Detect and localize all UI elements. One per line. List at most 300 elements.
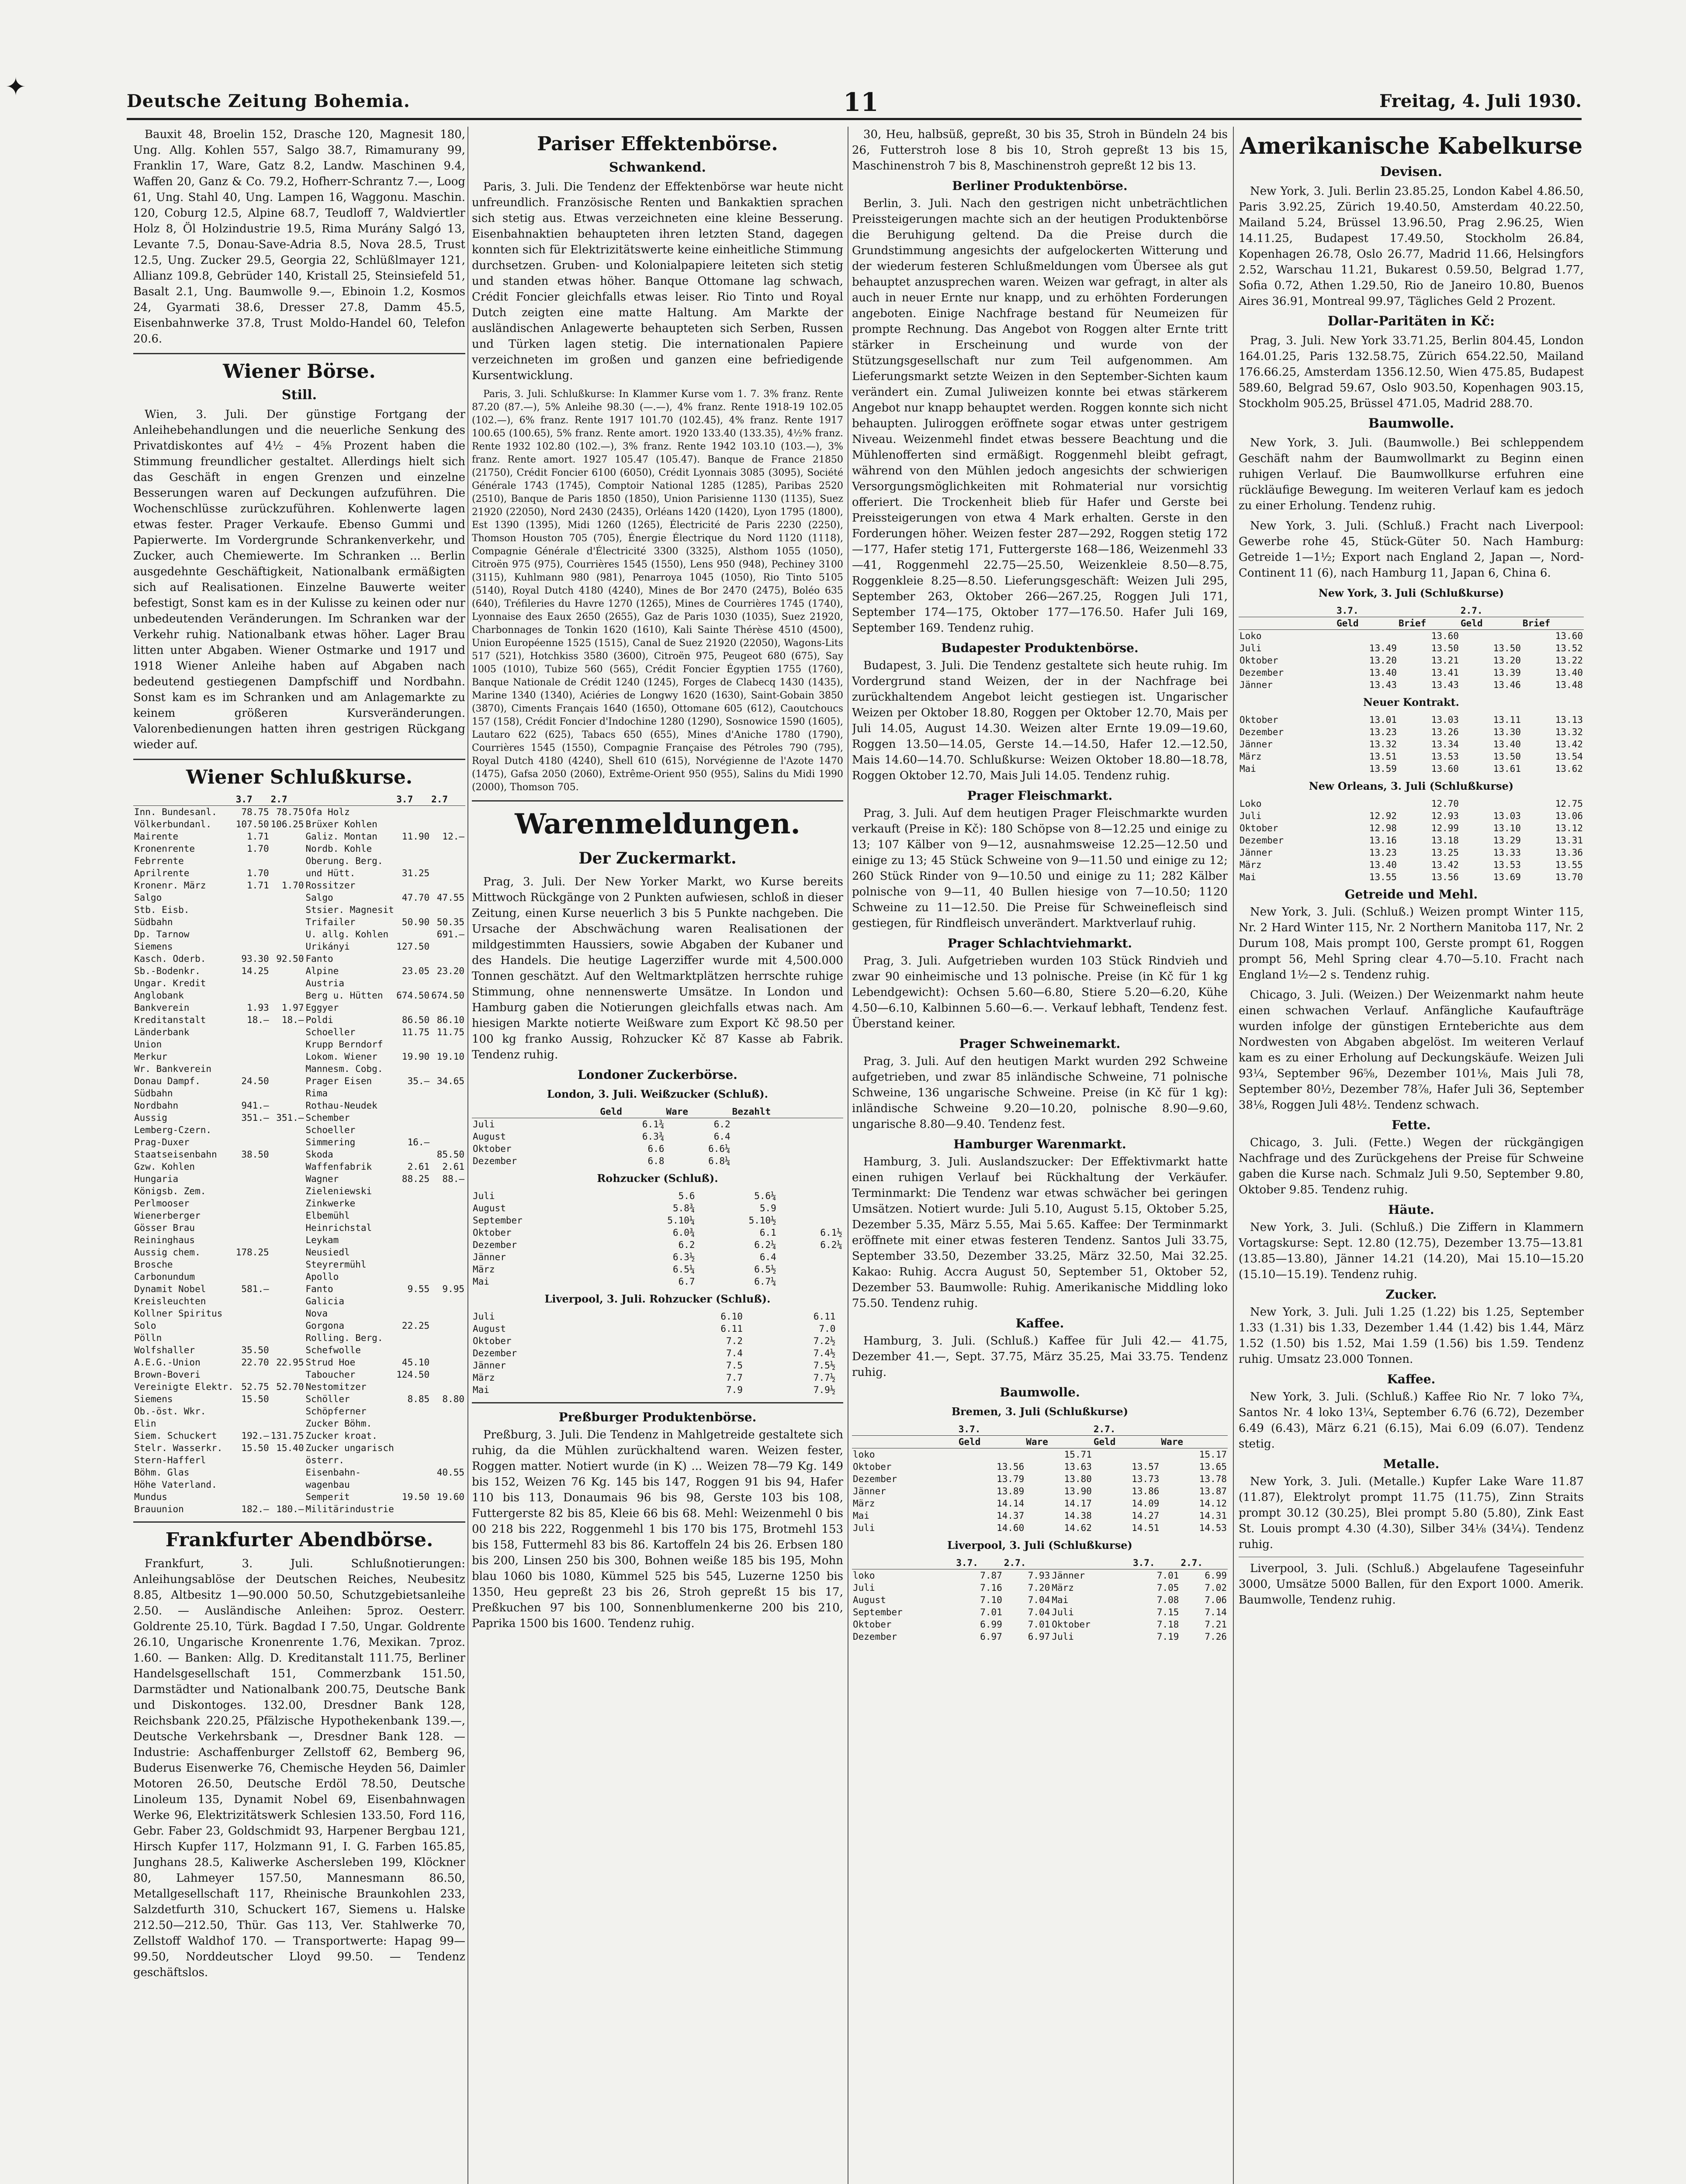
table-label-cell: Perlmooser	[134, 1198, 190, 1209]
table-header-row	[1239, 605, 1584, 617]
table-value-cell: 13.65	[1199, 1462, 1227, 1472]
table-row	[133, 1197, 465, 1209]
table-value-cell: 5.6	[678, 1191, 695, 1201]
table-row	[133, 928, 465, 940]
budapester-produktenboerse-text: Budapest, 3. Juli. Die Tendenz gestaltete sich heute ruhig. Im Vordergrund stand Weizen, der in der Nachfrage bei zurückhaltendem Angebot leicht gestiegen ist. Ungarischer Weizen per Oktober 18.80, Roggen per Oktober 12.70, Mais per Juli 14.05, August 14.30. Weizen alter Ernte 19.09—19.60, Roggen 13.50—14.05, Gerste 14.—14.50, Hafer 12.—12.50, Mais 14.60—14.70. Schlußkurse: Weizen Oktober 18.80—18.78, Roggen Oktober 12.70, Mais Juli 14.05. Tendenz ruhig.	[852, 659, 1228, 782]
table-value-cell	[270, 1258, 305, 1271]
table-value-cell	[731, 1118, 843, 1131]
table-row	[472, 1130, 843, 1143]
londoner-zuckerboerse-heading: Londoner Zuckerbörse.	[578, 1068, 737, 1082]
table-value-cell: 14.27	[1132, 1510, 1160, 1521]
table-value-cell: 12.70	[1431, 798, 1459, 809]
table-header-cell: Ware	[1025, 1436, 1093, 1448]
table-label-cell: Waffenfabrik	[305, 1161, 372, 1172]
table-label-cell: Schoeller	[305, 1027, 356, 1037]
table-row	[133, 1368, 465, 1381]
table-label-cell: U. allg. Kohlen	[305, 929, 389, 940]
table-value-cell: 106.25	[270, 819, 304, 829]
table-value-cell	[235, 1161, 270, 1173]
pariser-schlusskurse-text: Paris, 3. Juli. Schlußkurse: In Klammer Kurse vom 1. 7. 3% franz. Rente 87.20 (87.—), 5% Anleihe 98.30 (—.—), 4% franz. Rente 1918-19 102.05 (102.—), 6% franz. Rente 1917 101.70 (102.45), 4% franz. Rente 1917 100.65 (100.65), 5% franz. Rente amort. 1920 133.40 (133.35), 4½% franz. Rente 1932 102.80 (102.—), 3% franz. Rente 1942 103.10 (103.—), 3% franz. Rente amort. 1927 105.47 (105.47). Banque de France 21850 (21750), Crédit Foncier 6100 (6050), Crédit Lyonnais 3085 (3095), Société Générale 1743 (1745), Comptoir National 1285 (1285), Paribas 2520 (2510), Banque de Paris 1850 (1850), Union Parisienne 1130 (1135), Suez 21920 (22050), Nord 2430 (2435), Orléans 1420 (1420), Lyon 1795 (1800), Est 1390 (1395), Midi 1260 (1265), Électricité de Paris 2230 (2250), Thomson Houston 705 (705), Énergie Électrique du Nord 1120 (1118), Compagnie Générale d'Électricité 3300 (3325), Alsthom 1055 (1050), Citroën 975 (975), Courrières 1545 (1550), Lens 950 (948), Pechiney 3100 (3115), Kuhlmann 980 (981), Penarroya 1045 (1050), Rio Tinto 5105 (5140), Royal Dutch 4180 (4240), Mines de Bor 2470 (2475), Boléo 635 (640), Tréfileries du Havre 1270 (1265), Mines de Courrières 1745 (1740), Lyonnaise des Eaux 2650 (2655), Gaz de Paris 1030 (1035), Suez 21920, Charbonnages de Tonkin 1620 (1610), Kali Sainte Thérèse 4510 (4500), Union Européenne 1525 (1515), Canal de Suez 21920 (22050), Wagons-Lits 517 (521), Hotchkiss 3580 (3600), Citroën 975, Peugeot 680 (675), Say 1005 (1010), Tubize 560 (565), Crédit Foncier Égyptien 1755 (1760), Banque Nationale de Crédit 1240 (1245), Forges de Clabecq 1430 (1435), Marine 1340 (1340), Aciéries de Longwy 1620 (1630), Saint-Gobain 3850 (3870), Ciments Français 1640 (1650), Ottomane 605 (612), Caoutchoucs 157 (158), Crédit Foncier d'Indochine 1280 (1290), Sosnowice 1590 (1605), Lautaro 622 (625), Tabacs 650 (655), Mines d'Aniche 1780 (1790), Courrières 1545 (1550), Compagnie Française des Pétroles 790 (795), Royal Dutch 4180 (4240), Shell 610 (615), Norvégienne de l'Azote 1470 (1475), Gafsa 2050 (2060), Extrême-Orient 950 (955), Salins du Midi 1990 (2000), Thomson 705.	[472, 389, 843, 793]
table-value-cell	[395, 1038, 430, 1051]
table-header-cell	[472, 1106, 599, 1118]
table-value-cell: 13.22	[1555, 655, 1583, 666]
table-row	[852, 1594, 1228, 1606]
table-row	[472, 1202, 843, 1214]
table-value-cell: 7.26	[1205, 1631, 1227, 1642]
table-value-cell: 19.90	[402, 1051, 430, 1062]
table-label-cell: Wienerberger	[134, 1210, 201, 1221]
table-label-cell: März	[1239, 751, 1262, 762]
table-value-cell	[395, 928, 430, 940]
pressburger-continued-text: 30, Heu, halbsüß, gepreßt, 30 bis 35, Stroh in Bündeln 24 bis 26, Futterstroh lose 8 bis 10, Stroh gepreßt 13 bis 15, Maschinenstroh 7 bis 8, Maschinenstroh gepreßt 12 bis 13.	[852, 128, 1228, 173]
table-row	[472, 1155, 843, 1167]
table-value-cell: 12.75	[1555, 798, 1583, 809]
budapester-produktenboerse-heading: Budapester Produktenbörse.	[941, 641, 1139, 655]
table-value-cell: 6.0¾	[672, 1227, 695, 1238]
table-label-cell: März	[853, 1498, 875, 1509]
table-value-cell: 13.01	[1369, 715, 1397, 725]
table-row	[133, 1466, 465, 1479]
table-value-cell	[270, 1332, 305, 1344]
table-value-cell	[235, 1026, 270, 1038]
table-label-cell: Dezember	[473, 1348, 517, 1358]
table-value-cell	[430, 879, 465, 892]
table-value-cell	[430, 977, 465, 989]
table-value-cell	[395, 1307, 430, 1320]
table-value-cell: 85.50	[436, 1149, 464, 1160]
table-value-cell	[270, 843, 305, 855]
table-value-cell	[235, 1332, 270, 1344]
table-label-cell: Kollner Spiritus	[134, 1308, 223, 1319]
table-value-cell: 13.51	[1369, 751, 1397, 762]
table-label-cell: Gzw. Kohlen	[134, 1161, 195, 1172]
table-value-cell	[1336, 798, 1398, 810]
table-label-cell: Jänner	[1239, 739, 1273, 750]
table-label-cell: Poldi	[305, 1015, 333, 1025]
table-value-cell: 15.50	[241, 1394, 269, 1404]
table-value-cell: 7.5	[726, 1360, 743, 1371]
table-value-cell: 13.60	[1431, 631, 1459, 641]
table-label-cell: Mannesm. Cobg.	[305, 1064, 383, 1074]
table-value-cell	[731, 1155, 843, 1167]
table-label-cell: Zucker ungarisch	[305, 1443, 394, 1453]
berliner-produktenboerse-heading: Berliner Produktenbörse.	[952, 179, 1128, 193]
table-value-cell	[430, 1099, 465, 1112]
table-value-cell	[235, 916, 270, 928]
table-value-cell	[235, 1258, 270, 1271]
table-label-cell: Prager Eisen	[305, 1076, 372, 1086]
table-label-cell: Aussig chem.	[134, 1247, 201, 1258]
pressburger-produktenboerse-text: Preßburg, 3. Juli. Die Tendenz in Mahlgetreide gestaltete sich ruhig, da die Mühlen zurückhaltend waren. Weizen fester, Roggen matter. Notiert wurde (in K) ... Weizen 78—79 Kg. 149 bis 152, Weizen 76 Kg. 145 bis 147, Roggen 91 bis 94, Hafer 110 bis 113, Donaumais 96 bis 98, Gerste 103 bis 108, Futtergerste 82 bis 85, Kleie 66 bis 68. Mehl: Weizenmehl 0 bis 00 218 bis 222, Roggenmehl 1 bis 170 bis 175, Brotmehl 153 bis 158, Futtermehl 83 bis 86. Kartoffeln 24 bis 26. Erbsen 180 bis 200, Linsen 250 bis 300, Bohnen weiße 185 bis 195, Mohn blau 1060 bis 1080, Kümmel 525 bis 545, Luzerne 1250 bis 1350, Heu gepreßt 23 bis 26, Stroh gepreßt 15 bis 17, Preßkuchen 97 bis 100, Sonnenblumenkerne 200 bis 210, Paprika 1500 bis 1600. Tendenz ruhig.	[472, 1428, 843, 1630]
table-value-cell: 13.40	[1369, 860, 1397, 870]
table-value-cell: 13.40	[1555, 667, 1583, 678]
table-label-cell: Mairente	[134, 831, 179, 842]
section-rule	[472, 1402, 843, 1403]
table-value-cell: 124.50	[396, 1369, 430, 1380]
table-value-cell: 6.8	[647, 1156, 665, 1166]
table-row	[133, 879, 465, 892]
table-value-cell	[430, 1063, 465, 1075]
table-row	[1239, 714, 1584, 726]
table-header-cell: 2.7	[430, 793, 465, 806]
table-label-cell: Heinrichstal	[305, 1223, 372, 1233]
table-value-cell: 6.5½	[754, 1264, 776, 1275]
table-row	[1239, 750, 1584, 763]
table-value-cell	[1093, 1448, 1160, 1461]
table-value-cell	[395, 1002, 430, 1014]
table-label-cell: Mundus	[134, 1492, 167, 1502]
table-label-cell: Juli	[1239, 811, 1262, 821]
table-value-cell: 14.62	[1064, 1523, 1092, 1533]
table-value-cell: 12.—	[442, 831, 464, 842]
table-row	[133, 1099, 465, 1112]
zuckermarkt-text: Prag, 3. Juli. Der New Yorker Markt, wo Kurse bereits Mittwoch Rückgänge von 2 Punkten aufwiesen, schloß in dieser Zeitung, einen Kurse neuerlich 3 bis 5 Punkte nachgeben. Die Ursache der Abschwächung waren Realisationen der mildgestimmten Haussiers, sowie Abgaben der Kubaner und des Handels. Die heutige Lagerziffer wurde mit 4,500.000 Tonnen geschätzt. Auf den Weltmarktplätzen herrschte ruhige Stimmung, ohne nennenswerte Umsätze. In London und Hamburg gaben die Notierungen gleichfalls etwas nach. Am hiesigen Markte notierte Weißware zum Export Kč 98.50 per 100 kg franko Aussig, Rohzucker Kč 87 Kasse ab Fabrik. Tendenz ruhig.	[472, 875, 843, 1061]
table-row	[133, 1332, 465, 1344]
fette-heading: Fette.	[1392, 1118, 1431, 1132]
rohzucker-subheading: Rohzucker (Schluß).	[597, 1172, 718, 1185]
liverpool-rohzucker-table	[472, 1310, 843, 1396]
table-label-cell: Mai	[473, 1385, 489, 1395]
table-value-cell: 581.—	[241, 1284, 269, 1294]
table-label-cell: Galicia	[305, 1296, 344, 1306]
table-value-cell: 13.20	[1369, 655, 1397, 666]
table-value-cell	[430, 1344, 465, 1356]
table-row	[133, 916, 465, 928]
table-value-cell: 88.25	[402, 1174, 430, 1184]
table-label-cell: Oktober	[853, 1462, 892, 1472]
berliner-produktenboerse-text: Berlin, 3. Juli. Nach den gestrigen nicht unbeträchtlichen Preissteigerungen machte sich an der heutigen Produktenbörse die Beruhigung geltend. Da die Preise durch die Grundstimmung angesichts der aufgelockerten Witterung und der wiederum festeren Schlußmeldungen vom Übersee als gut behauptet anzusprechen waren. Weizen war gefragt, in alter als auch in neuer Ernte nur knapp, und zu erhöhten Forderungen angeboten. Einige Nachfrage bestand für Neumeizen für prompte Rechnung. Das Angebot von Roggen alter Ernte tritt stärker in Erscheinung und wurde von der Stützungsgesellschaft nur zum Teil aufgenommen. Am Lieferungsmarkt setzte Weizen in den September-Sichten kaum verändert ein. Zumal Juliweizen konnte bei etwas stärkerem Angebot nur knapp behauptet werden. Roggen konnte sich nicht behaupten. Juliroggen eröffnete sogar etwas unter gestrigem Niveau. Weizenmehl findet etwas bessere Beachtung und die Mühlenofferten sind ermäßigt. Roggenmehl bleibt gefragt, während von den Mühlen jedoch angesichts der schwierigen Versorgungsmöglichkeiten mit Rohmaterial nur vorsichtig offeriert. Die Trockenheit blieb für Hafer und Gerste bei Preissteigerungen von etwa 4 Mark erhalten. Gerste in den Forderungen höher. Weizen fester 287—292, Roggen stetig 172—177, Hafer stetig 171, Futtergerste 168—186, Weizenmehl 33—41, Roggenmehl 22.75—25.50, Weizenkleie 8.50—8.75, Roggenkleie 8.25—8.50. Lieferungsgeschäft: Weizen Juli 295, September 263, Oktober 266—267.25, Roggen Juli 171, September 174—175, Oktober 177—176.50. Hafer Juli 169, September 169. Tendenz ruhig.	[852, 197, 1228, 635]
table-row	[133, 1307, 465, 1320]
table-label-cell: Juli	[473, 1311, 495, 1322]
table-label-cell: Juli	[473, 1191, 495, 1201]
table-row	[133, 1442, 465, 1454]
new-orleans-subheading: New Orleans, 3. Juli (Schlußkurse)	[1309, 780, 1514, 792]
table-value-cell: 7.0	[819, 1324, 836, 1334]
table-label-cell: August	[473, 1203, 506, 1213]
table-header-cell: 3.7.	[1336, 605, 1398, 617]
table-value-cell: 11.75	[436, 1027, 464, 1037]
table-value-cell	[395, 1124, 430, 1136]
table-value-cell: 13.21	[1431, 655, 1459, 666]
table-label-cell: Kronenr. März	[134, 880, 206, 891]
table-label-cell: Dezember	[853, 1474, 897, 1484]
table-value-cell	[235, 1295, 270, 1307]
table-row	[1239, 871, 1584, 883]
table-value-cell	[430, 1136, 465, 1148]
haeute-text: New York, 3. Juli. (Schluß.) Die Ziffern in Klammern Vortagskurse: Sept. 12.80 (12.75), Dezember 13.75—13.81 (13.85—13.80), Jänner 14.21 (14.20), Mai 15.10—15.20 (15.10—15.19). Tendenz ruhig.	[1239, 1221, 1584, 1281]
table-value-cell	[430, 1430, 465, 1442]
table-value-cell	[235, 928, 270, 940]
table-value-cell: 13.73	[1132, 1474, 1160, 1484]
table-row	[1239, 679, 1584, 691]
table-value-cell: 13.50	[1493, 643, 1521, 653]
table-row	[852, 1618, 1228, 1631]
table-value-cell	[235, 1051, 270, 1063]
table-value-cell	[235, 1454, 270, 1466]
table-row	[472, 1372, 843, 1384]
table-value-cell: 50.90	[402, 917, 430, 927]
table-row	[472, 1310, 843, 1323]
table-value-cell: 6.4	[759, 1252, 776, 1262]
table-header-cell	[133, 793, 235, 806]
table-label-cell: Ofa Holz	[305, 807, 350, 817]
table-value-cell: 351.—	[276, 1113, 304, 1123]
table-label-cell: Schöller	[305, 1394, 350, 1404]
table-value-cell	[235, 1405, 270, 1417]
pariser-effektenboerse-text: Paris, 3. Juli. Die Tendenz der Effektenbörse war heute nicht unfreundlich. Französische Renten und Bankaktien sprachen sich stetig aus. Etwas verzeichneten eine kleine Besserung. Eisenbahnaktien behaupteten ihren letzten Stand, dagegen konnten sich für Elektrizitätswerte keine einheitliche Stimmung durchsetzen. Gruben- und Kolonialpapiere leiteten sich stetig und standen etwas höher. Banque Ottomane lag schwach, Crédit Foncier gleichfalls etwas leiser. Rio Tinto und Royal Dutch zeigten eine matte Haltung. Am Markte der ausländischen Anlagewerte behaupteten sich Serben, Russen und Türken lagen stetig. Die internationalen Papiere verzeichneten im großen und ganzen eine befriedigende Kursentwicklung.	[472, 180, 843, 382]
table-value-cell	[270, 1405, 305, 1417]
table-value-cell: 22.70	[241, 1357, 269, 1368]
table-value-cell: 12.99	[1431, 823, 1459, 833]
table-value-cell	[430, 1368, 465, 1381]
table-label-cell: Steyrermühl	[305, 1259, 367, 1270]
table-header-row	[472, 1106, 843, 1118]
table-row	[133, 940, 465, 953]
table-value-cell: 7.04	[1028, 1595, 1050, 1605]
table-value-cell	[1460, 630, 1522, 643]
table-header-cell	[852, 1423, 958, 1436]
table-header-cell: 3.7	[235, 793, 270, 806]
baumwolle-subheading: Baumwolle.	[1368, 416, 1454, 431]
table-label-cell: Mai	[473, 1276, 489, 1287]
table-value-cell	[235, 892, 270, 904]
table-value-cell	[395, 1479, 430, 1491]
table-row	[133, 1161, 465, 1173]
table-value-cell	[235, 1417, 270, 1430]
table-label-cell: Länderbank	[134, 1027, 190, 1037]
table-value-cell	[270, 867, 305, 879]
table-value-cell: 13.56	[997, 1462, 1025, 1472]
table-value-cell: 47.70	[402, 892, 430, 903]
table-label-cell: Oktober	[1239, 655, 1278, 666]
table-value-cell	[430, 1307, 465, 1320]
registration-mark-icon: ✦	[5, 73, 26, 101]
table-label-cell: Salgo	[305, 892, 333, 903]
column-3	[852, 127, 1228, 2184]
table-value-cell: 19.50	[402, 1492, 430, 1502]
table-value-cell: 6.11	[813, 1311, 836, 1322]
table-value-cell: 35.50	[241, 1345, 269, 1355]
table-value-cell	[836, 1347, 843, 1359]
table-value-cell: 1.71	[247, 880, 269, 891]
table-value-cell: 13.23	[1369, 727, 1397, 737]
table-value-cell	[1336, 630, 1398, 643]
table-value-cell: 7.19	[1156, 1631, 1179, 1642]
table-value-cell	[235, 977, 270, 989]
table-value-cell	[430, 1087, 465, 1099]
table-row	[133, 904, 465, 916]
table-value-cell: 7.2½	[813, 1336, 836, 1346]
table-value-cell	[395, 843, 430, 855]
table-value-cell	[430, 1002, 465, 1014]
table-label-cell: Trifailer	[305, 917, 356, 927]
table-value-cell	[395, 1197, 430, 1209]
table-row	[1239, 798, 1584, 810]
table-value-cell: 2.61	[442, 1161, 464, 1172]
table-value-cell	[836, 1335, 843, 1347]
table-value-cell	[836, 1384, 843, 1396]
table-label-cell: Prag-Duxer	[134, 1137, 190, 1147]
table-label-cell: Taboucher	[305, 1369, 356, 1380]
table-value-cell	[430, 1234, 465, 1246]
table-value-cell	[395, 1381, 430, 1393]
table-value-cell	[270, 1271, 305, 1283]
table-row	[133, 1038, 465, 1051]
table-label-cell: August	[473, 1131, 506, 1142]
table-label-cell: Rolling. Berg.	[305, 1333, 383, 1343]
table-row	[852, 1606, 1228, 1618]
amerikanische-kabelkurse-heading: Amerikanische Kabelkurse	[1239, 133, 1583, 159]
table-label-cell: und Hütt.	[305, 868, 356, 878]
table-value-cell: 7.01	[1028, 1619, 1050, 1630]
table-value-cell: 1.70	[247, 868, 269, 878]
table-value-cell	[430, 1417, 465, 1430]
table-value-cell	[430, 1442, 465, 1454]
table-value-cell: 13.42	[1431, 860, 1459, 870]
table-header-cell: 2.7.	[1003, 1557, 1051, 1569]
table-value-cell: 13.31	[1555, 835, 1583, 846]
table-value-cell	[395, 1417, 430, 1430]
table-header-cell: Geld	[1336, 617, 1398, 630]
table-label-cell: Brüxer Kohlen	[305, 819, 377, 829]
table-label-cell: Nova	[305, 1308, 328, 1319]
table-value-cell: 13.34	[1431, 739, 1459, 750]
table-row	[133, 855, 465, 867]
table-value-cell: 182.—	[241, 1504, 269, 1514]
table-label-cell: Siemens	[134, 941, 173, 952]
table-value-cell: 6.3¾	[642, 1131, 665, 1142]
table-value-cell: 7.14	[1205, 1607, 1227, 1617]
table-label-cell: Schöpferner	[305, 1406, 367, 1417]
table-value-cell: 7.15	[1156, 1607, 1179, 1617]
table-value-cell: 13.55	[1369, 872, 1397, 882]
kaffee-ny-text: New York, 3. Juli. (Schluß.) Kaffee Rio Nr. 7 loko 7¾, Santos Nr. 4 loko 13¼, September 6.76 (6.72), Dezember 6.49 (6.43), März 6.21 (6.15), Mai 6.09 (6.07). Tendenz stetig.	[1239, 1390, 1584, 1451]
table-value-cell: 52.75	[241, 1382, 269, 1392]
table-label-cell: März	[473, 1264, 495, 1275]
table-header-row	[852, 1423, 1228, 1436]
table-value-cell: 15.40	[276, 1443, 304, 1453]
table-value-cell	[395, 806, 430, 819]
table-row	[133, 867, 465, 879]
table-value-cell: 13.43	[1369, 680, 1397, 690]
table-header-cell	[852, 1557, 955, 1569]
table-value-cell	[777, 1275, 843, 1288]
table-value-cell: 31.25	[402, 868, 430, 878]
table-label-cell: Brosche	[134, 1259, 173, 1270]
table-value-cell	[270, 1063, 305, 1075]
hamburger-warenmarkt-text: Hamburg, 3. Juli. Auslandszucker: Der Effektivmarkt hatte einen ruhigen Verlauf bei Rückhaltung der Verkäufer. Terminmarkt: Die Tendenz war etwas schwächer bei geringen Umsätzen. Notiert wurde: Juli 5.10, August 5.15, Oktober 5.25, Dezember 5.35, März 5.55, Mai 5.65. Kaffee: Der Terminmarkt eröffnete mit einer etwas festeren Tendenz. Santos Juli 33.75, September 33.50, Dezember 33.25, März 32.50, Mai 32.25. Kakao: Ruhig. Accra August 50, September 51, Oktober 52, Dezember 53. Baumwolle: Ruhig. Amerikanische Middling loko 75.50. Tendenz ruhig.	[852, 1155, 1228, 1310]
table-row	[133, 1112, 465, 1124]
table-value-cell: 12.98	[1369, 823, 1397, 833]
table-value-cell	[430, 1246, 465, 1258]
table-label-cell: Kreditanstalt	[134, 1015, 206, 1025]
table-value-cell: 14.38	[1064, 1510, 1092, 1521]
table-value-cell: 13.16	[1369, 835, 1397, 846]
table-value-cell: 13.86	[1132, 1486, 1160, 1496]
table-value-cell: 14.51	[1132, 1523, 1160, 1533]
table-value-cell: 13.23	[1369, 847, 1397, 858]
table-label-cell: Dezember	[1239, 835, 1284, 846]
table-label-cell: Siem. Schuckert	[134, 1431, 217, 1441]
table-value-cell: 13.79	[997, 1474, 1025, 1484]
table-row	[852, 1582, 1228, 1594]
table-value-cell: 13.40	[1369, 667, 1397, 678]
table-label-cell: Kronenrente	[134, 843, 195, 854]
table-row	[472, 1263, 843, 1275]
table-label-cell: März	[1239, 860, 1262, 870]
column-2	[472, 127, 843, 2184]
table-header-cell: Geld	[599, 1106, 665, 1118]
table-label-cell: Aussig	[134, 1113, 167, 1123]
table-value-cell	[235, 1491, 270, 1503]
london-rohzucker-table	[472, 1190, 843, 1288]
table-label-cell: Juli	[1239, 643, 1262, 653]
table-value-cell	[731, 1130, 843, 1143]
table-label-cell: Dezember	[473, 1240, 517, 1250]
table-label-cell: Mai	[1239, 764, 1256, 774]
table-value-cell: 6.2	[713, 1119, 730, 1130]
new-york-cotton-table	[1239, 605, 1584, 691]
table-value-cell: 13.20	[1493, 655, 1521, 666]
pressburger-produktenboerse-heading: Preßburger Produktenbörse.	[558, 1410, 757, 1424]
frankfurter-abendboerse-heading: Frankfurter Abendbörse.	[165, 1529, 433, 1551]
table-header-cell: 2.7	[270, 793, 305, 806]
table-value-cell: 92.50	[276, 954, 304, 964]
page-header	[127, 87, 1582, 120]
table-value-cell: 6.2¼	[820, 1240, 842, 1250]
table-value-cell: 7.02	[1205, 1583, 1227, 1593]
new-york-fracht-text: New York, 3. Juli. (Schluß.) Fracht nach Liverpool: Gewerbe rohe 45, Stück-Güter 50. Nach Hamburg: Getreide 1—1½; Export nach England 2, Japan —, Nord-Continent 11 (6), nach Hamburg 11, Japan 6, China 6.	[1239, 519, 1584, 580]
table-value-cell: 7.7½	[813, 1372, 836, 1383]
table-value-cell	[270, 1307, 305, 1320]
table-row	[1239, 630, 1584, 643]
table-label-cell: Jänner	[473, 1252, 506, 1262]
table-row	[133, 1491, 465, 1503]
table-label-cell: Solo	[134, 1320, 156, 1331]
table-label-cell: Gorgona	[305, 1320, 344, 1331]
table-header-row	[133, 793, 465, 806]
table-row	[133, 1026, 465, 1038]
zucker-heading: Zucker.	[1385, 1287, 1437, 1302]
table-row	[133, 1051, 465, 1063]
table-value-cell: 13.80	[1064, 1474, 1092, 1484]
table-label-cell: Semperit	[305, 1492, 350, 1502]
table-value-cell: 14.17	[1064, 1498, 1092, 1509]
column-4	[1239, 127, 1584, 2184]
table-row	[133, 1173, 465, 1185]
table-label-cell: wagenbau	[305, 1479, 350, 1490]
table-row	[472, 1227, 843, 1239]
table-label-cell: Schoeller	[305, 1125, 356, 1135]
table-value-cell: 13.87	[1199, 1486, 1227, 1496]
table-label-cell: Vereinigte Elektr.	[134, 1382, 234, 1392]
table-value-cell	[395, 904, 430, 916]
table-value-cell: 12.92	[1369, 811, 1397, 821]
table-value-cell: 6.5¼	[672, 1264, 695, 1275]
table-value-cell	[235, 940, 270, 953]
table-value-cell: 6.99	[980, 1619, 1002, 1630]
table-row	[1239, 847, 1584, 859]
table-value-cell	[395, 953, 430, 965]
table-label-cell: Jänner	[1239, 680, 1273, 690]
table-label-cell: Ob.-öst. Wkr.	[134, 1406, 206, 1417]
table-label-cell: Anglobank	[134, 990, 184, 1001]
table-row	[133, 953, 465, 965]
table-value-cell: 6.6	[647, 1144, 665, 1154]
table-value-cell	[270, 1185, 305, 1197]
table-value-cell: 5.8¾	[672, 1203, 695, 1213]
table-value-cell	[395, 1063, 430, 1075]
